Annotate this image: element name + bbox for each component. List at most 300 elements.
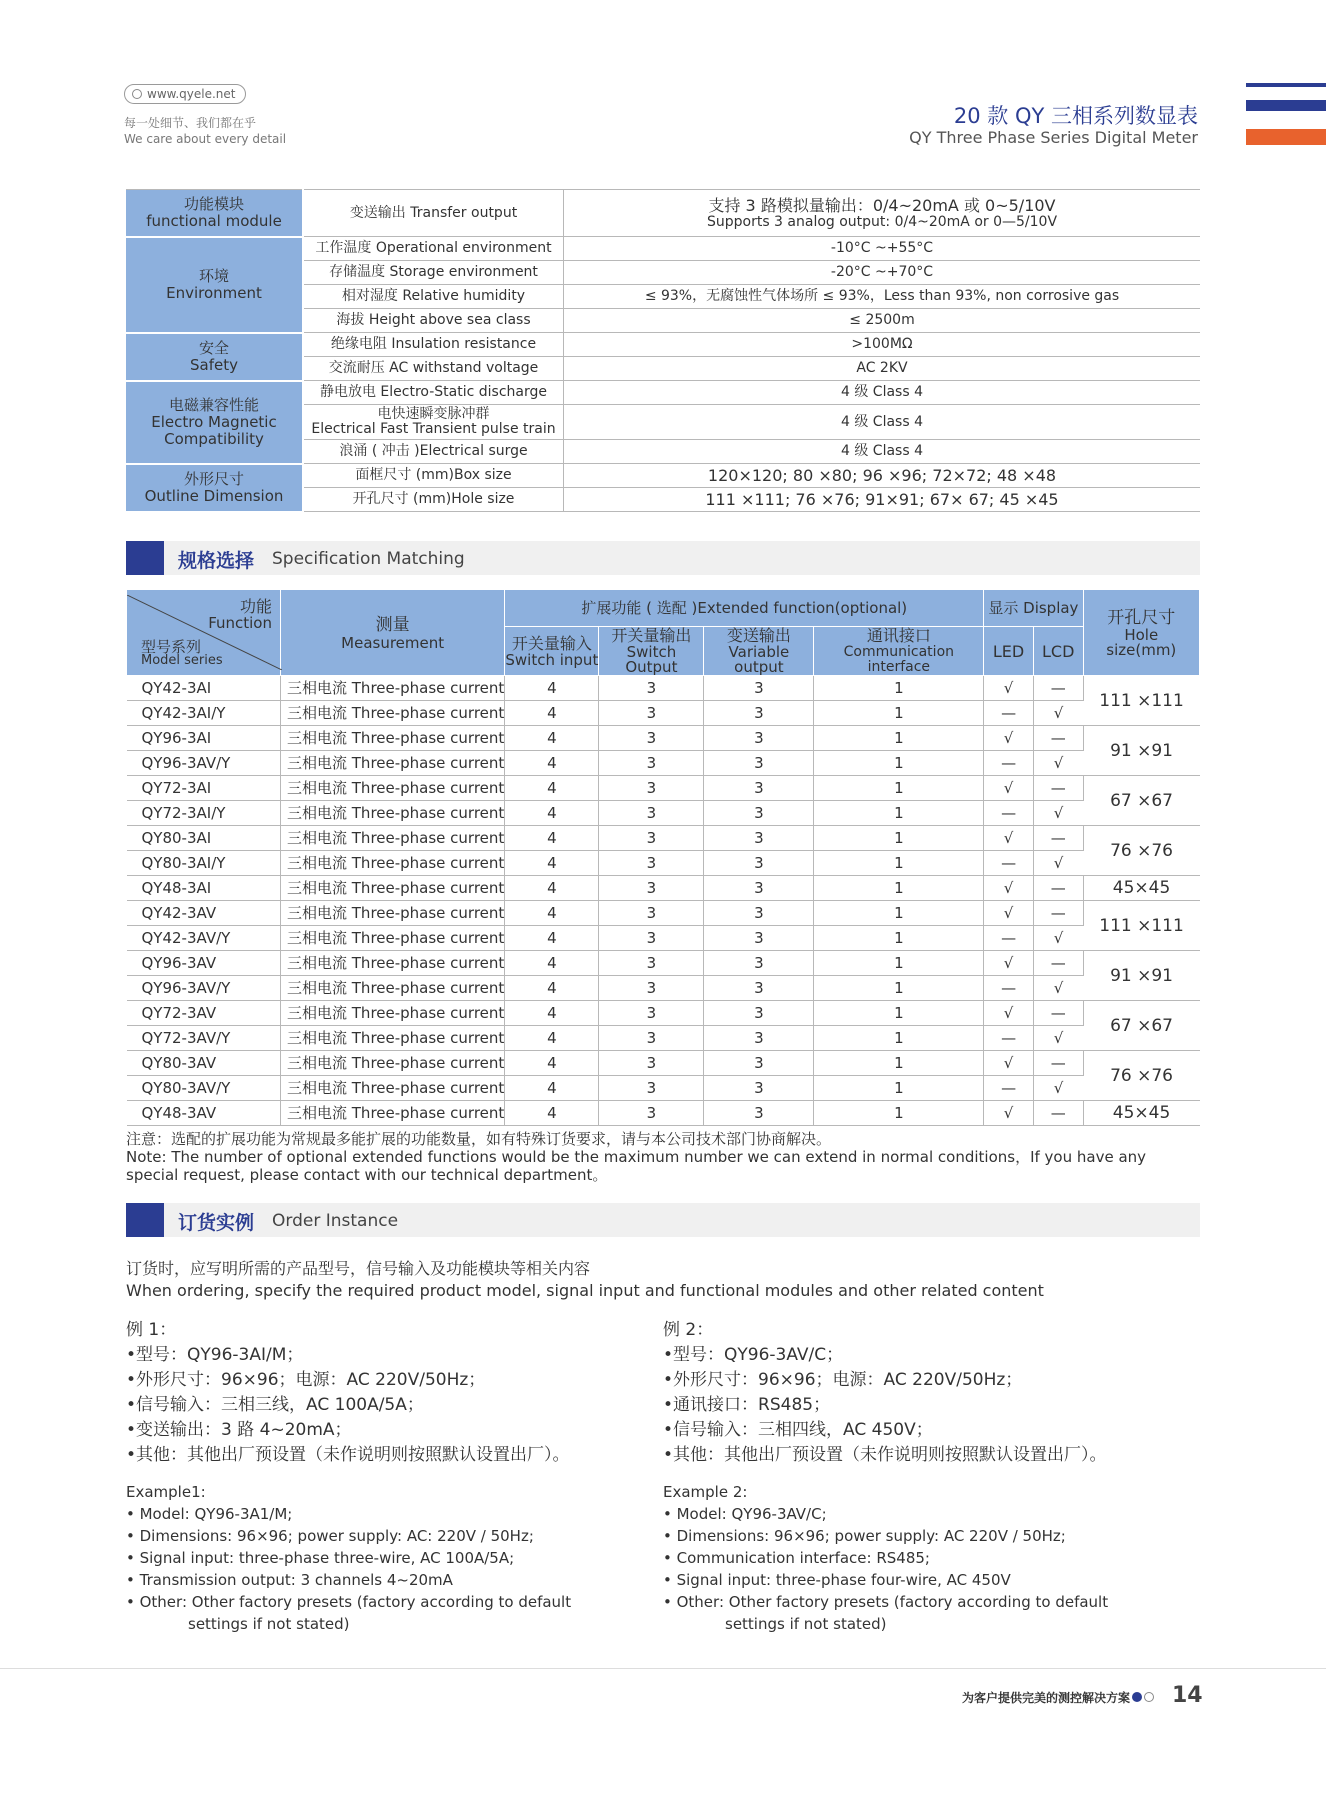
example-2-title: 例 2： — [663, 1320, 714, 1340]
header-measurement-en: Measurement — [341, 634, 445, 652]
measurement-cell: 三相电流 Three-phase current — [281, 801, 505, 826]
spec-val: >100MΩ — [564, 333, 1201, 357]
table-row — [127, 1026, 1200, 1051]
value-cell: 3 — [599, 676, 704, 701]
table-row — [127, 801, 1200, 826]
display-cell: — — [1033, 951, 1083, 976]
model-cell: QY48-3AI — [127, 876, 281, 901]
example-item: •型号：QY96-3AI/M； — [126, 1345, 304, 1365]
spec-row — [126, 464, 1200, 488]
spec-val: ≤ 93%，无腐蚀性气体场所 ≤ 93%，Less than 93%, non corrosive gas — [564, 285, 1201, 309]
value-cell: 1 — [814, 951, 984, 976]
table-row — [127, 951, 1200, 976]
measurement-cell: 三相电流 Three-phase current — [281, 726, 505, 751]
header-comm-interface — [814, 627, 984, 676]
hole-size-cell: 111 ×111 — [1083, 676, 1199, 726]
value-cell: 3 — [599, 1101, 704, 1126]
model-cell: QY42-3AI — [127, 676, 281, 701]
value-cell: 1 — [814, 826, 984, 851]
table-row — [127, 876, 1200, 901]
hole-size-cell: 67 ×67 — [1083, 1001, 1199, 1051]
search-icon — [132, 89, 142, 99]
header-hole-en2: size(mm) — [1106, 640, 1177, 659]
spec-sub: 交流耐压 AC withstand voltage — [303, 357, 564, 381]
display-cell: — — [984, 751, 1034, 776]
measurement-cell: 三相电流 Three-phase current — [281, 751, 505, 776]
spec-val-transfer — [564, 190, 1201, 237]
model-cell: QY48-3AV — [127, 1101, 281, 1126]
header-function — [208, 599, 272, 631]
display-cell: √ — [984, 1051, 1034, 1076]
spec-table — [126, 189, 1200, 513]
table-row — [127, 701, 1200, 726]
hole-size-cell: 91 ×91 — [1083, 951, 1199, 1001]
model-table-body — [127, 676, 1200, 1126]
spec-val: 111 ×111; 76 ×76; 91×91; 67× 67; 45 ×45 — [564, 488, 1201, 512]
value-cell: 3 — [599, 776, 704, 801]
header-switch-input-cn: 开关量输入 — [511, 633, 592, 653]
table-row — [127, 726, 1200, 751]
value-cell: 3 — [704, 701, 814, 726]
example-1-title: 例 1： — [126, 1320, 177, 1340]
category-emc — [126, 381, 303, 464]
order-intro — [126, 1258, 1044, 1302]
model-cell: QY96-3AV/Y — [127, 976, 281, 1001]
display-cell: — — [1033, 1101, 1083, 1126]
example-2-cn — [663, 1318, 1107, 1468]
measurement-cell: 三相电流 Three-phase current — [281, 676, 505, 701]
model-cell: QY42-3AI/Y — [127, 701, 281, 726]
display-cell: — — [984, 1026, 1034, 1051]
display-cell: — — [1033, 726, 1083, 751]
measurement-cell: 三相电流 Three-phase current — [281, 1076, 505, 1101]
header-display: 显示 Display — [984, 590, 1083, 627]
example-item: • Dimensions: 96×96; power supply: AC: 220V / 50Hz; — [126, 1527, 534, 1545]
hole-size-cell: 91 ×91 — [1083, 726, 1199, 776]
table-row — [127, 851, 1200, 876]
value-cell: 4 — [505, 926, 599, 951]
value-cell: 3 — [704, 876, 814, 901]
example-item: • Model: QY96-3AV/C; — [663, 1505, 827, 1523]
header-switch-output-en: Switch Output — [625, 643, 678, 676]
model-cell: QY72-3AV — [127, 1001, 281, 1026]
example-item: • Dimensions: 96×96; power supply: AC 220V / 50Hz; — [663, 1527, 1066, 1545]
header-hole-en1: Hole — [1124, 625, 1159, 644]
example-item: •信号输入：三相三线，AC 100A/5A； — [126, 1395, 424, 1415]
model-cell: QY80-3AV — [127, 1051, 281, 1076]
table-row — [127, 776, 1200, 801]
display-cell: √ — [1033, 801, 1083, 826]
display-cell: √ — [984, 951, 1034, 976]
category-emc-cn: 电磁兼容性能 — [168, 395, 259, 414]
example-item: •其他：其他出厂预设置（未作说明则按照默认设置出厂）。 — [126, 1445, 570, 1465]
spec-sub: 工作温度 Operational environment — [303, 237, 564, 261]
measurement-cell: 三相电流 Three-phase current — [281, 826, 505, 851]
example-item: •型号：QY96-3AV/C； — [663, 1345, 844, 1365]
value-cell: 3 — [599, 1051, 704, 1076]
value-cell: 3 — [704, 1026, 814, 1051]
table-row — [127, 926, 1200, 951]
model-cell: QY80-3AV/Y — [127, 1076, 281, 1101]
hole-size-cell: 111 ×111 — [1083, 901, 1199, 951]
header-model-cn: 型号系列 — [141, 638, 202, 656]
header-switch-output — [599, 627, 704, 676]
value-cell: 4 — [505, 826, 599, 851]
value-cell: 4 — [505, 901, 599, 926]
model-cell: QY72-3AI — [127, 776, 281, 801]
category-emc-en2: Compatibility — [164, 429, 264, 448]
spec-row — [126, 381, 1200, 405]
header-comm-interface-cn: 通讯接口 — [866, 626, 931, 645]
display-cell: — — [984, 1076, 1034, 1101]
value-cell: 3 — [704, 901, 814, 926]
value-cell: 4 — [505, 751, 599, 776]
spec-sub: 开孔尺寸 (mm)Hole size — [303, 488, 564, 512]
measurement-cell: 三相电流 Three-phase current — [281, 701, 505, 726]
value-cell: 4 — [505, 676, 599, 701]
model-table-header-row — [127, 590, 1200, 627]
example-item: • Signal input: three-phase three-wire, AC 100A/5A; — [126, 1549, 515, 1567]
display-cell: √ — [984, 876, 1034, 901]
table-row — [127, 1051, 1200, 1076]
example-1-cn — [126, 1318, 570, 1468]
header-model-series — [141, 640, 223, 668]
measurement-cell: 三相电流 Three-phase current — [281, 951, 505, 976]
spec-val: -10°C ~+55°C — [564, 237, 1201, 261]
display-cell: — — [1033, 901, 1083, 926]
header-model-en: Model series — [141, 653, 223, 668]
value-cell: 3 — [599, 851, 704, 876]
header-hole-size — [1083, 590, 1199, 676]
display-cell: √ — [984, 726, 1034, 751]
value-cell: 1 — [814, 801, 984, 826]
header-switch-output-cn: 开关量输出 — [611, 626, 692, 645]
hole-size-cell: 76 ×76 — [1083, 826, 1199, 876]
example-item: •外形尺寸：96×96；电源：AC 220V/50Hz； — [663, 1370, 1023, 1390]
spec-row-transfer — [126, 190, 1200, 237]
model-cell: QY96-3AV/Y — [127, 751, 281, 776]
value-cell: 1 — [814, 1001, 984, 1026]
spec-sub-transfer: 变送输出 Transfer output — [303, 190, 564, 237]
section-title-cn: 规格选择 — [178, 550, 255, 572]
section-title-cn: 订货实例 — [178, 1212, 255, 1234]
value-cell: 4 — [505, 1001, 599, 1026]
display-cell: — — [1033, 676, 1083, 701]
spec-val-transfer-en: Supports 3 analog output: 0/4~20mA or 0—5/10V — [706, 214, 1058, 230]
model-cell: QY96-3AV — [127, 951, 281, 976]
order-intro-en: When ordering, specify the required product model, signal input and functional modules and other related content — [126, 1281, 1044, 1300]
value-cell: 3 — [704, 951, 814, 976]
value-cell: 4 — [505, 876, 599, 901]
model-cell: QY96-3AI — [127, 726, 281, 751]
value-cell: 4 — [505, 776, 599, 801]
value-cell: 4 — [505, 801, 599, 826]
display-cell: — — [1033, 1051, 1083, 1076]
value-cell: 4 — [505, 1026, 599, 1051]
value-cell: 1 — [814, 851, 984, 876]
header-led: LED — [984, 627, 1034, 676]
model-cell: QY42-3AV — [127, 901, 281, 926]
note-cn: 注意：选配的扩展功能为常规最多能扩展的功能数量，如有特殊订货要求，请与本公司技术部门协商解决。 — [126, 1130, 832, 1148]
table-note — [126, 1130, 1200, 1184]
table-row — [127, 676, 1200, 701]
measurement-cell: 三相电流 Three-phase current — [281, 851, 505, 876]
table-row — [127, 1001, 1200, 1026]
website-url-text: www.qyele.net — [147, 87, 236, 101]
value-cell: 1 — [814, 976, 984, 1001]
value-cell: 1 — [814, 901, 984, 926]
value-cell: 1 — [814, 1076, 984, 1101]
example-item: • Signal input: three-phase four-wire, AC 450V — [663, 1571, 1011, 1589]
category-emc-en1: Electro Magnetic — [151, 412, 277, 431]
display-cell: √ — [1033, 701, 1083, 726]
model-cell: QY72-3AV/Y — [127, 1026, 281, 1051]
page-dot-icon — [1132, 1692, 1142, 1702]
spec-row — [126, 237, 1200, 261]
value-cell: 1 — [814, 1026, 984, 1051]
example-item: •信号输入：三相四线，AC 450V； — [663, 1420, 933, 1440]
spec-sub-eft — [303, 405, 564, 440]
table-row — [127, 976, 1200, 1001]
spec-sub: 静电放电 Electro-Static discharge — [303, 381, 564, 405]
example-item: • Other: Other factory presets (factory according to default — [663, 1593, 1109, 1611]
model-cell: QY72-3AI/Y — [127, 801, 281, 826]
spec-val: 120×120; 80 ×80; 96 ×96; 72×72; 48 ×48 — [564, 464, 1201, 488]
spec-val: 4 级 Class 4 — [564, 381, 1201, 405]
website-url[interactable] — [124, 84, 246, 104]
spec-sub-eft-en: Electrical Fast Transient pulse train — [311, 421, 556, 437]
display-cell: √ — [1033, 926, 1083, 951]
value-cell: 4 — [505, 726, 599, 751]
display-cell: — — [984, 926, 1034, 951]
spec-sub-eft-cn: 电快速瞬变脉冲群 — [377, 406, 490, 422]
spec-val-transfer-cn: 支持 3 路模拟量输出：0/4~20mA 或 0~5/10V — [708, 196, 1056, 215]
value-cell: 3 — [704, 1051, 814, 1076]
value-cell: 3 — [704, 676, 814, 701]
section-marker — [126, 541, 164, 575]
value-cell: 3 — [704, 1076, 814, 1101]
category-environment-en: Environment — [166, 283, 262, 302]
display-cell: √ — [984, 901, 1034, 926]
value-cell: 3 — [599, 976, 704, 1001]
value-cell: 3 — [704, 751, 814, 776]
value-cell: 4 — [505, 1051, 599, 1076]
header-measurement — [281, 590, 505, 676]
table-row — [127, 826, 1200, 851]
spec-val: 4 级 Class 4 — [564, 440, 1201, 464]
example-item: • Model: QY96-3A1/M; — [126, 1505, 293, 1523]
decor-stripe-orange — [1246, 129, 1326, 145]
value-cell: 3 — [599, 1001, 704, 1026]
category-safety — [126, 333, 303, 381]
spec-val: -20°C ~+70°C — [564, 261, 1201, 285]
value-cell: 3 — [599, 876, 704, 901]
measurement-cell: 三相电流 Three-phase current — [281, 1101, 505, 1126]
display-cell: √ — [984, 1101, 1034, 1126]
model-cell: QY80-3AI/Y — [127, 851, 281, 876]
value-cell: 1 — [814, 726, 984, 751]
header-function-cn: 功能 — [239, 597, 272, 616]
value-cell: 4 — [505, 976, 599, 1001]
note-en: Note: The number of optional extended functions would be the maximum number we can extend in normal conditions，If you have any special request, please contact with our technical department。 — [126, 1148, 1147, 1184]
document-title-cn: 20 款 QY 三相系列数显表 — [953, 104, 1198, 128]
category-safety-cn: 安全 — [198, 338, 229, 357]
value-cell: 3 — [704, 976, 814, 1001]
value-cell: 3 — [704, 826, 814, 851]
header-variable-output — [704, 627, 814, 676]
page-dot-outline-icon — [1144, 1692, 1154, 1702]
decor-stripe-thin — [1246, 83, 1326, 87]
section-title-en: Specification Matching — [272, 549, 465, 569]
header-diagonal — [127, 590, 281, 676]
category-function-cn: 功能模块 — [183, 194, 244, 213]
value-cell: 4 — [505, 851, 599, 876]
display-cell: √ — [1033, 851, 1083, 876]
value-cell: 3 — [599, 751, 704, 776]
display-cell: — — [984, 701, 1034, 726]
spec-val: AC 2KV — [564, 357, 1201, 381]
example-item: • Other: Other factory presets (factory according to default — [126, 1593, 572, 1611]
footer-divider — [0, 1668, 1326, 1669]
table-row — [127, 751, 1200, 776]
display-cell: √ — [1033, 1076, 1083, 1101]
value-cell: 3 — [599, 926, 704, 951]
measurement-cell: 三相电流 Three-phase current — [281, 876, 505, 901]
header-extended: 扩展功能 ( 选配 )Extended function(optional) — [505, 590, 984, 627]
value-cell: 3 — [599, 826, 704, 851]
spec-val: ≤ 2500m — [564, 309, 1201, 333]
display-cell: — — [1033, 826, 1083, 851]
value-cell: 3 — [599, 1026, 704, 1051]
example-item-cont: settings if not stated) — [725, 1615, 887, 1633]
measurement-cell: 三相电流 Three-phase current — [281, 776, 505, 801]
table-row — [127, 1101, 1200, 1126]
display-cell: √ — [984, 776, 1034, 801]
measurement-cell: 三相电流 Three-phase current — [281, 976, 505, 1001]
example-item: •其他：其他出厂预设置（未作说明则按照默认设置出厂）。 — [663, 1445, 1107, 1465]
display-cell: — — [1033, 876, 1083, 901]
example-item: • Transmission output: 3 channels 4~20mA — [126, 1571, 453, 1589]
category-outline-cn: 外形尺寸 — [183, 469, 244, 488]
example-1-en-title: Example1: — [126, 1483, 206, 1501]
section-title-en: Order Instance — [272, 1211, 399, 1231]
spec-sub: 浪涌 ( 冲击 )Electrical surge — [303, 440, 564, 464]
display-cell: √ — [1033, 1026, 1083, 1051]
value-cell: 4 — [505, 1076, 599, 1101]
hole-size-cell: 76 ×76 — [1083, 1051, 1199, 1101]
spec-sub: 相对湿度 Relative humidity — [303, 285, 564, 309]
header-comm-interface-en: Communication interface — [843, 644, 955, 675]
measurement-cell: 三相电流 Three-phase current — [281, 1026, 505, 1051]
category-environment — [126, 237, 303, 333]
measurement-cell: 三相电流 Three-phase current — [281, 1051, 505, 1076]
document-title-en: QY Three Phase Series Digital Meter — [909, 128, 1198, 147]
spec-val: 4 级 Class 4 — [564, 405, 1201, 440]
model-cell: QY80-3AI — [127, 826, 281, 851]
tagline-en: We care about every detail — [124, 132, 287, 146]
category-function-en: functional module — [146, 211, 282, 230]
value-cell: 3 — [704, 801, 814, 826]
page-number: 14 — [1172, 1683, 1203, 1708]
spec-sub: 海拔 Height above sea class — [303, 309, 564, 333]
footer-slogan: 为客户提供完美的测控解决方案 — [962, 1691, 1131, 1705]
display-cell: — — [1033, 1001, 1083, 1026]
value-cell: 1 — [814, 676, 984, 701]
value-cell: 1 — [814, 876, 984, 901]
header-switch-input — [505, 627, 599, 676]
decor-stripe-blue — [1246, 100, 1326, 111]
spec-sub: 绝缘电阻 Insulation resistance — [303, 333, 564, 357]
header-switch-input-en: Switch input — [505, 650, 599, 669]
section-marker — [126, 1203, 164, 1237]
table-row — [127, 1076, 1200, 1101]
value-cell: 3 — [704, 1101, 814, 1126]
display-cell: √ — [1033, 976, 1083, 1001]
value-cell: 3 — [599, 901, 704, 926]
measurement-cell: 三相电流 Three-phase current — [281, 901, 505, 926]
value-cell: 3 — [704, 1001, 814, 1026]
example-1-en — [126, 1481, 571, 1635]
header-measurement-cn: 测量 — [375, 615, 410, 635]
category-environment-cn: 环境 — [198, 266, 229, 285]
value-cell: 3 — [599, 726, 704, 751]
example-item: •变送输出：3 路 4~20mA； — [126, 1420, 352, 1440]
example-item-cont: settings if not stated) — [188, 1615, 350, 1633]
value-cell: 1 — [814, 926, 984, 951]
measurement-cell: 三相电流 Three-phase current — [281, 1001, 505, 1026]
example-2-en — [663, 1481, 1108, 1635]
display-cell: — — [984, 801, 1034, 826]
header-function-en: Function — [208, 614, 272, 632]
value-cell: 4 — [505, 1101, 599, 1126]
table-row — [127, 901, 1200, 926]
model-cell: QY42-3AV/Y — [127, 926, 281, 951]
header-hole-cn: 开孔尺寸 — [1107, 607, 1176, 628]
value-cell: 3 — [599, 701, 704, 726]
value-cell: 4 — [505, 951, 599, 976]
display-cell: — — [1033, 776, 1083, 801]
header-variable-output-en: Variable output — [728, 643, 790, 676]
value-cell: 3 — [704, 926, 814, 951]
category-safety-en: Safety — [190, 355, 238, 374]
category-function — [126, 190, 303, 237]
value-cell: 3 — [704, 776, 814, 801]
value-cell: 3 — [599, 951, 704, 976]
order-intro-cn: 订货时，应写明所需的产品型号，信号输入及功能模块等相关内容 — [126, 1259, 591, 1278]
example-2-en-title: Example 2: — [663, 1483, 748, 1501]
header-variable-output-cn: 变送输出 — [726, 626, 791, 645]
value-cell: 3 — [704, 851, 814, 876]
section-order-instance — [126, 1203, 1200, 1237]
display-cell: — — [984, 851, 1034, 876]
spec-row — [126, 333, 1200, 357]
value-cell: 1 — [814, 1101, 984, 1126]
measurement-cell: 三相电流 Three-phase current — [281, 926, 505, 951]
tagline — [124, 115, 286, 147]
value-cell: 1 — [814, 751, 984, 776]
display-cell: — — [984, 976, 1034, 1001]
value-cell: 1 — [814, 701, 984, 726]
example-item: •通讯接口：RS485； — [663, 1395, 831, 1415]
tagline-cn: 每一处细节、我们都在乎 — [124, 116, 257, 130]
hole-size-cell: 67 ×67 — [1083, 776, 1199, 826]
display-cell: √ — [984, 676, 1034, 701]
display-cell: √ — [984, 826, 1034, 851]
header-lcd: LCD — [1033, 627, 1083, 676]
model-table — [126, 589, 1200, 1126]
display-cell: √ — [984, 1001, 1034, 1026]
hole-size-cell: 45×45 — [1083, 876, 1199, 901]
